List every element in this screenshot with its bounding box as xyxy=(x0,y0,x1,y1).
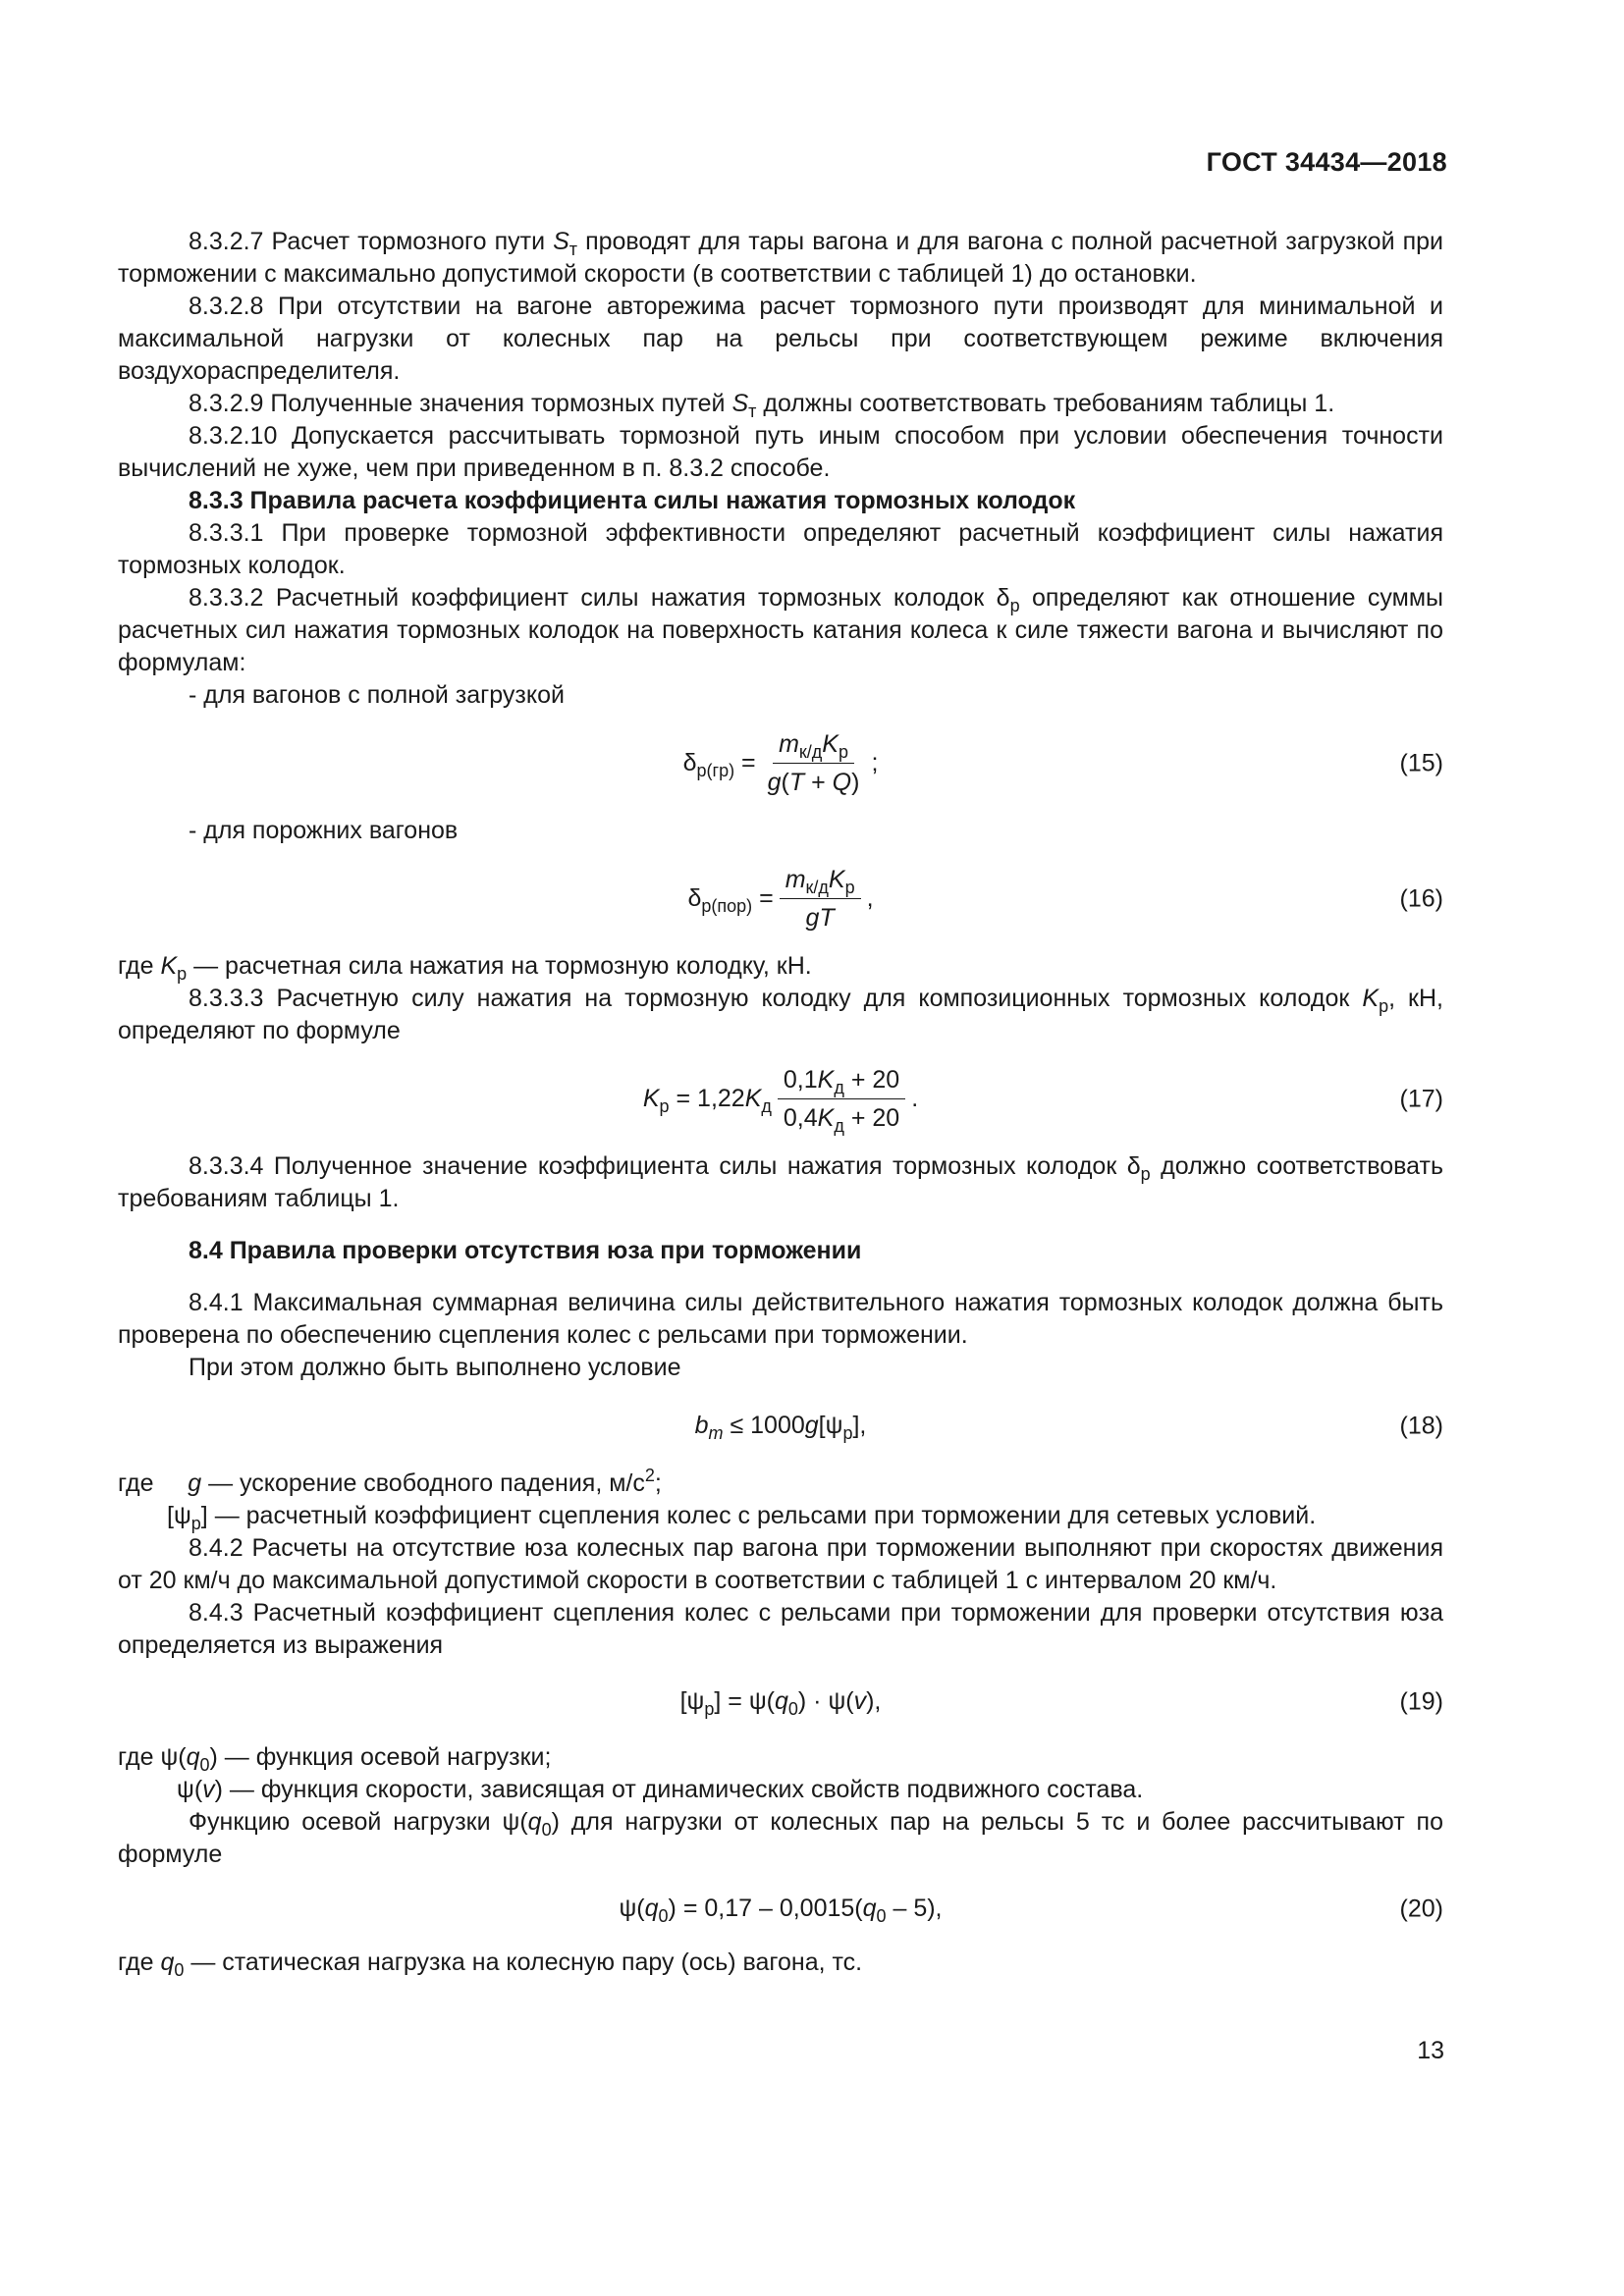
list-item-full-load: - для вагонов с полной загрузкой xyxy=(189,681,565,709)
formula-number-17: (17) xyxy=(1399,1085,1443,1112)
where-kp: где $K_р$ — расчетная сила нажатия на тормозную колодку, кН. xyxy=(118,952,812,984)
paragraph-8-3-3-3: 8.3.3.3 Расчетную силу нажатия на тормозную колодку для композиционных тормозных колодок $K_р$, кН, определяют по формуле xyxy=(118,985,1443,1044)
where-psi-v: ψ(v) — функция скорости, зависящая от динамических свойств подвижного состава. xyxy=(177,1776,1144,1803)
page-number: 13 xyxy=(1417,2037,1444,2064)
formula-number-19: (19) xyxy=(1399,1687,1443,1715)
formula-number-18: (18) xyxy=(1399,1412,1443,1439)
paragraph-8-3-2-10: 8.3.2.10 Допускается рассчитывать тормозной путь иным способом при условии обеспечения точности вычислений не хуже, чем при приведенном в п. 8.3.2 способе. xyxy=(118,422,1443,482)
formula-number-20: (20) xyxy=(1399,1895,1443,1922)
where-q0: где $q_0$ — статическая нагрузка на колесную пару (ось) вагона, тс. xyxy=(118,1949,863,1980)
formula-18: $b_m \le 1000g[\psi_р]$, (18) xyxy=(694,1412,1443,1443)
formula-19: $[\psi_р] = \psi(q_0) \cdot \psi(v)$, (19) xyxy=(679,1687,1443,1719)
formula-17: $K_р = 1,22K_д$ $\frac{0,1K_д + 20}{0,4K_д + 20}$ . (17) xyxy=(642,1066,1443,1136)
paragraph-8-3-3-1: 8.3.3.1 При проверке тормозной эффективности определяют расчетный коэффициент силы нажатия тормозных колодок. xyxy=(118,519,1443,579)
where-g: где g — ускорение свободного падения, $м/с^2$; xyxy=(118,1466,662,1497)
paragraph-condition: При этом должно быть выполнено условие xyxy=(189,1354,681,1381)
paragraph-axial-load: Функцию осевой нагрузки $\psi(q_0)$ для нагрузки от колесных пар на рельсы 5 тс и более рассчитывают по формуле xyxy=(118,1808,1443,1868)
paragraph-8-4-1: 8.4.1 Максимальная суммарная величина силы действительного нажатия тормозных колодок должна быть проверена по обеспечению сцепления колес с рельсами при торможении. xyxy=(118,1289,1443,1349)
formula-20: $\psi(q_0) = 0,17 - 0,0015(q_0 - 5)$, (20) xyxy=(619,1895,1443,1926)
formula-15: $\delta_{р(гр)}$ = $\frac{m_{к/д}K_р}{g(T + Q)}$ ; (15) xyxy=(682,730,1443,796)
paragraph-8-4-2: 8.4.2 Расчеты на отсутствие юза колесных пар вагона при торможении выполняют при скоростях движения от 20 км/ч до максимальной допустимой скорости в соответствии с таблицей 1 с интервалом 20 км/ч. xyxy=(118,1534,1443,1594)
paragraph-8-3-2-9: 8.3.2.9 Полученные значения тормозных путей $S_т$ должны соответствовать требованиям таблицы 1. xyxy=(189,390,1335,421)
paragraph-8-3-3-4: 8.3.3.4 Полученное значение коэффициента силы нажатия тормозных колодок $\delta_р$ должно соответствовать требованиям таблицы 1. xyxy=(118,1152,1443,1212)
formula-16: $\delta_{р(пор)}$ = $\frac{m_{к/д}K_р}{gT}$ , (16) xyxy=(687,866,1443,932)
paragraph-8-3-2-8: 8.3.2.8 При отсутствии на вагоне авторежима расчет тормозного пути производят для минимальной и максимальной нагрузки от колесных пар на рельсы при соответствующем режиме включения воздухораспределителя. xyxy=(118,293,1443,385)
paragraph-8-3-3-2: 8.3.3.2 Расчетный коэффициент силы нажатия тормозных колодок $\delta_р$ определяют как отношение суммы расчетных сил нажатия тормозных колодок на поверхность катания колеса к силе тяжести вагона и вычисляют по формулам: xyxy=(118,584,1443,676)
where-psi-q: где $\psi(q_0)$ — функция осевой нагрузки; xyxy=(118,1743,552,1775)
paragraph-8-3-2-7: 8.3.2.7 Расчет тормозного пути $S_т$ проводят для тары вагона и для вагона с полной расчетной загрузкой при торможении с максимально допустимой скорости (в соответствии с таблицей 1) до остановки. xyxy=(118,228,1443,288)
document-header: ГОСТ 34434—2018 xyxy=(1206,147,1447,177)
list-item-empty-wagons: - для порожних вагонов xyxy=(189,817,459,844)
heading-8-4: 8.4 Правила проверки отсутствия юза при торможении xyxy=(189,1237,862,1264)
document-body xyxy=(118,226,1443,1979)
formula-number-16: (16) xyxy=(1399,884,1443,912)
where-psi: $[\psi_р]$ — расчетный коэффициент сцепления колес с рельсами при торможении для сетевых условий. xyxy=(167,1502,1317,1533)
formula-number-15: (15) xyxy=(1399,749,1443,776)
heading-8-3-3: 8.3.3 Правила расчета коэффициента силы нажатия тормозных колодок xyxy=(189,487,1076,514)
paragraph-8-4-3: 8.4.3 Расчетный коэффициент сцепления колес с рельсами при торможении для проверки отсутствия юза определяется из выражения xyxy=(118,1599,1443,1659)
